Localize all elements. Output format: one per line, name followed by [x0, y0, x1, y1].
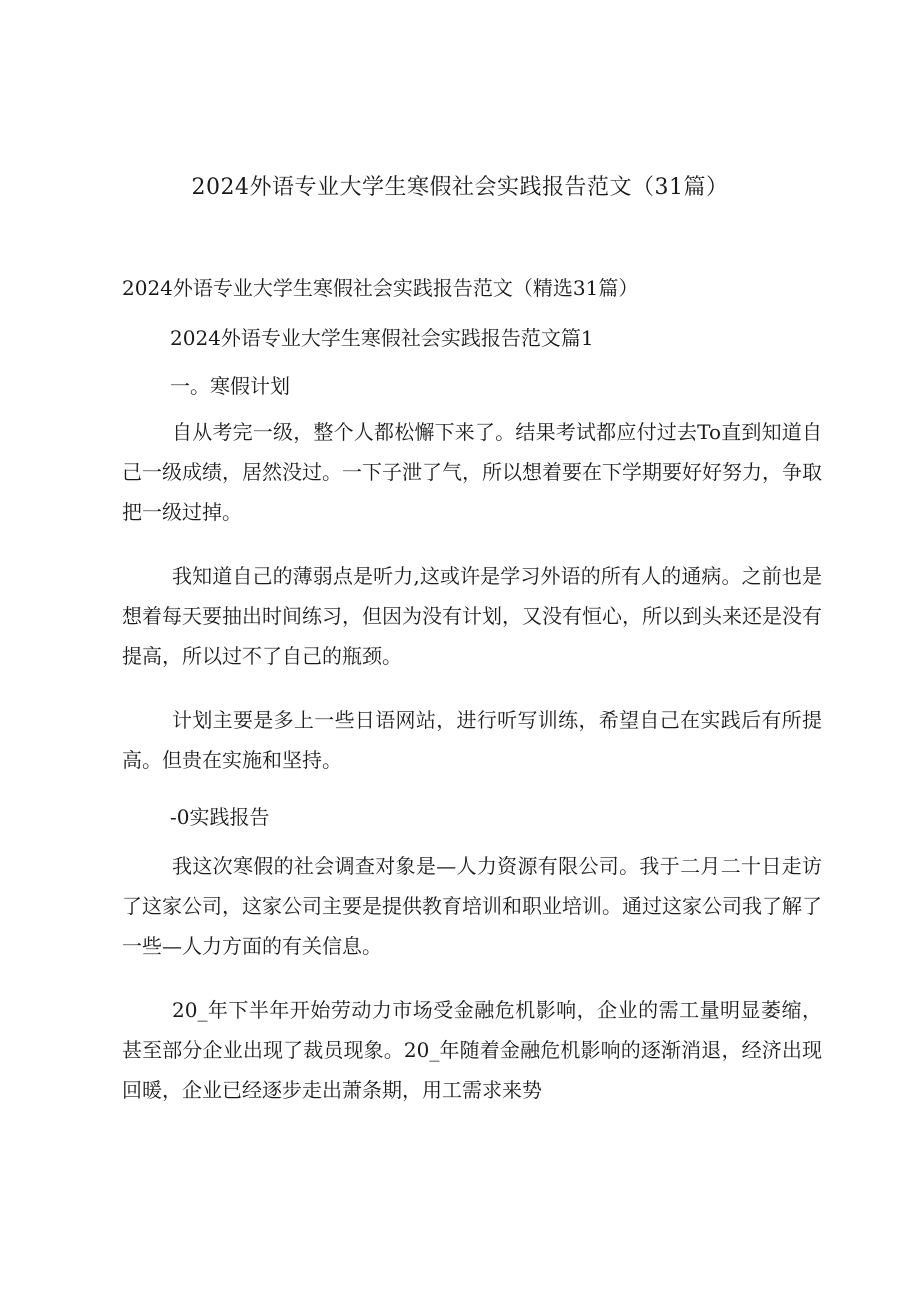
paragraph-text: 计划主要是多上一些日语网站，进行听写训练，希望自己在实践后有所提高。但贵在实施和坚持。 — [122, 708, 822, 772]
paragraph-text: 我知道自己的薄弱点是听力,这或许是学习外语的所有人的通病。之前也是想着每天要抽出时间练习，但因为没有计划，又没有恒心，所以到头来还是没有提高，所以过不了自己的瓶颈。 — [122, 564, 822, 668]
article-heading: 2024外语专业大学生寒假社会实践报告范文篇1 — [170, 326, 594, 350]
paragraph — [122, 990, 822, 1110]
paragraph-text: 我这次寒假的社会调查对象是—人力资源有限公司。我于二月二十日走访了这家公司，这家公司主要是提供教育培训和职业培训。通过这家公司我了解了一些—人力方面的有关信息。 — [122, 854, 822, 958]
section-heading-plan: 一。寒假计划 — [170, 374, 290, 398]
paragraph-text: 20_年下半年开始劳动力市场受金融危机影响，企业的需工量明显萎缩，甚至部分企业出现了裁员现象。20_年随着金融危机影响的逐渐消退，经济出现回暖，企业已经逐步走出萧条期，用工需求来势 — [122, 998, 822, 1102]
paragraph — [122, 556, 822, 676]
paragraph-text: 自从考完一级，整个人都松懈下来了。结果考试都应付过去To直到知道自己一级成绩，居然没过。一下子泄了气，所以想着要在下学期要好好努力，争取把一级过掉。 — [122, 420, 822, 524]
document-subtitle: 2024外语专业大学生寒假社会实践报告范文（精选31篇） — [122, 276, 639, 300]
paragraph — [122, 412, 822, 532]
paragraph — [122, 700, 822, 780]
document-title: 2024外语专业大学生寒假社会实践报告范文（31篇） — [191, 175, 729, 200]
paragraph — [122, 846, 822, 966]
section-heading-report: -0实践报告 — [170, 805, 270, 829]
